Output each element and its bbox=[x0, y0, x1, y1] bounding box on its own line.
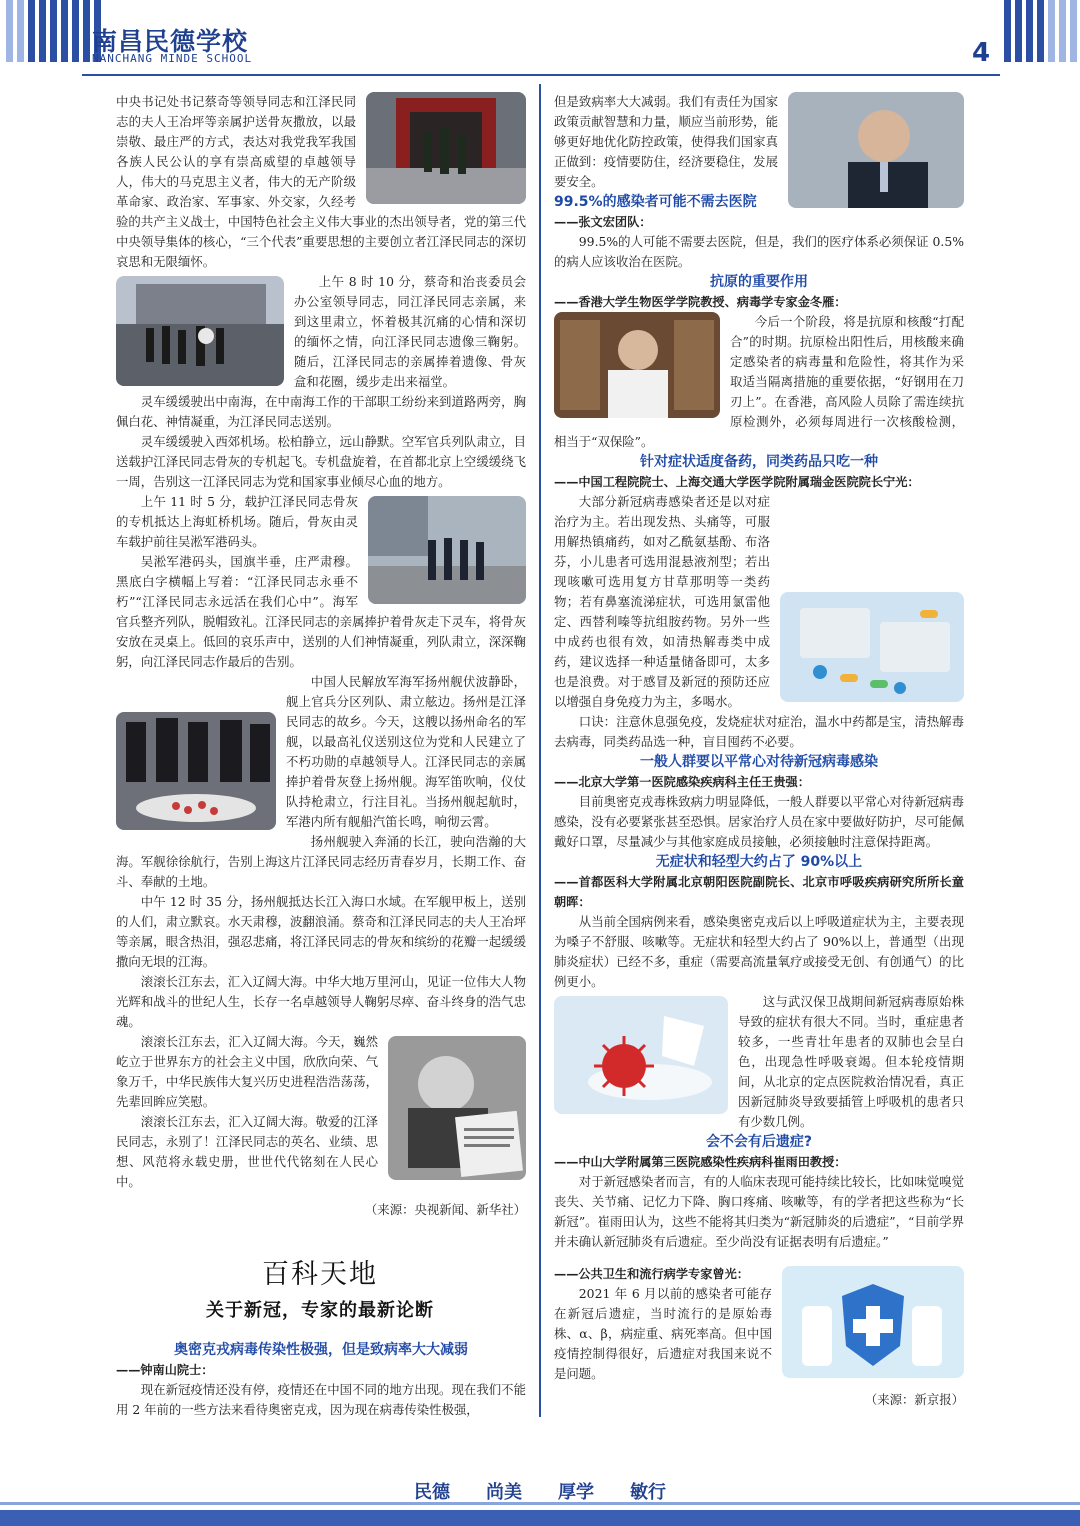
header-stripes-left bbox=[6, 0, 101, 62]
header-stripes-right bbox=[1004, 0, 1080, 62]
expert-name-8: ——公共卫生和流行病学专家曾光： bbox=[554, 1267, 749, 1281]
expert-quote-1-cont: 但是致病率大大减弱。我们有责任为国家政策贡献智慧和力量，顺应当前形势，能够更好地优化防控政策，使得我们国家真正做到：疫情要防住，经济要稳住，发展要安全。 bbox=[554, 94, 778, 189]
article-para-6: 吴淞军港码头，国旗半垂，庄严肃穆。黑底白字横幅上写着：“江泽民同志永垂不朽”“江泽民同志永远活在我们心中”。海军官兵整齐列队，脱帽致礼。江泽民同志的亲属捧护着骨灰走下灵车，将骨灰安放在灵桌上。低回的哀乐声中，送别的人们神情凝重，列队肃立，深深鞠躬，向江泽民同志作最后的告别。 bbox=[116, 554, 526, 669]
expert-name-2: ——张文宏团队： bbox=[554, 215, 652, 229]
photo-petals bbox=[116, 712, 276, 830]
school-name-en: NANCHANG MINDE SCHOOL bbox=[92, 52, 253, 65]
expert-quote-5: 目前奥密克戎毒株致病力明显降低，一般人群要以平常心对待新冠病毒感染，没有必要紧张甚至恐惧。居家治疗人员在家中要做好防护，尽可能佩戴好口罩，尽量减少与其他家庭成员接触，必须接触时注意保持距离。 bbox=[554, 794, 964, 849]
article-source-right: （来源：新京报） bbox=[864, 1392, 964, 1407]
page-number: 4 bbox=[972, 38, 991, 68]
expert-topic-7: 会不会有后遗症? bbox=[705, 1134, 813, 1150]
article-para-8: 扬州舰驶入奔涌的长江，驶向浩瀚的大海。军舰徐徐航行，告别上海这片江泽民同志经历青春岁月，长期工作、奋斗、奉献的土地。 bbox=[116, 834, 526, 889]
expert-quote-8: 2021 年 6 月以前的感染者可能存在新冠后遗症，当时流行的是原始毒株、α、β，病症重、病死率高。但中国疫情控制得很好，后遗症对我国来说不是问题。 bbox=[554, 1286, 772, 1381]
article-para-12: 滚滚长江东去，汇入辽阔大海。敬爱的江泽民同志，永别了！江泽民同志的英名、业绩、思想、风范将永载史册，世世代代铭刻在人民心中。 bbox=[116, 1114, 378, 1189]
article-para-4: 灵车缓缓驶入西郊机场。松柏静立，远山静默。空军官兵列队肃立，目送载护江泽民同志骨灰的专机起飞。专机盘旋着，在首都北京上空缓缓绕飞一周，告别这一江泽民同志为党和国家事业倾尽心血的地方。 bbox=[116, 434, 526, 489]
expert-quote-4-rhyme: 口诀：注意休息强免疫，发烧症状对症治，温水中药都是宝，清热解毒去病毒，同类药品选一种，盲目囤药不必要。 bbox=[554, 714, 964, 749]
photo-pills bbox=[780, 592, 964, 702]
expert-name-5: ——北京大学第一医院感染疾病科主任王贵强： bbox=[554, 775, 810, 789]
right-column bbox=[554, 92, 964, 1410]
header-rule bbox=[82, 74, 1000, 76]
expert-topic-3: 抗原的重要作用 bbox=[710, 274, 808, 290]
expert-name-1: ——钟南山院士： bbox=[116, 1363, 214, 1377]
motto-1: 民德 bbox=[414, 1482, 450, 1503]
expert-quote-2: 99.5%的人可能不需要去医院，但是，我们的医疗体系必须保证 0.5%的病人应该收治在医院。 bbox=[554, 234, 964, 269]
article-para-11: 滚滚长江东去，汇入辽阔大海。今天，巍然屹立于世界东方的社会主义中国，欣欣向荣、气象万千，中华民族伟大复兴历史进程浩浩荡荡，先辈回眸应笑慰。 bbox=[116, 1034, 378, 1109]
photo-expert-zhong bbox=[788, 92, 964, 208]
school-name: 南昌民德学校 bbox=[92, 27, 249, 56]
section-subtitle: 关于新冠，专家的最新论断 bbox=[206, 1300, 434, 1321]
expert-quote-4: 大部分新冠病毒感染者还是以对症治疗为主。若出现发热、头痛等，可服用解热镇痛药，如对乙酰氨基酚、布洛芬，小儿患者可选用混悬液剂型；若出现咳嗽可选用复方甘草那明等一类药物；若有鼻塞流涕症状，可选用氯雷他定、西替利嗪等抗组胺药物。另外一些中成药也很有效，如清热解毒类中成药，建议选择一种适量储备即可，太多也是浪费。对于感冒及新冠的预防还应以增强自身免疫力为主，多喝水。 bbox=[554, 494, 770, 709]
photo-navy-soldiers bbox=[368, 496, 526, 604]
article-para-5: 上午 11 时 5 分，载护江泽民同志骨灰的专机抵达上海虹桥机场。随后，骨灰由灵车载护前往吴淞军港码头。 bbox=[116, 494, 358, 549]
left-column bbox=[116, 92, 526, 1220]
motto-2: 尚美 bbox=[486, 1482, 522, 1503]
article-para-10: 滚滚长江东去，汇入辽阔大海。中华大地万里河山，见证一位伟大人物光辉和战斗的世纪人生，长存一名卓越领导人鞠躬尽瘁、奋斗终身的浩气忠魂。 bbox=[116, 974, 526, 1029]
photo-honor-guard bbox=[366, 92, 526, 204]
article-source-left: （来源：央视新闻、新华社） bbox=[364, 1202, 526, 1217]
expert-topic-1: 奥密克戎病毒传染性极强，但是致病率大大减弱 bbox=[174, 1342, 468, 1358]
expert-name-3: ——香港大学生物医学学院教授、病毒学专家金冬雁： bbox=[554, 295, 847, 309]
column-divider bbox=[539, 84, 541, 1417]
expert-topic-2: 99.5%的感染者可能不需去医院 bbox=[554, 194, 757, 210]
article-para-3: 灵车缓缓驶出中南海，在中南海工作的干部职工纷纷来到道路两旁，胸佩白花、神情凝重，为江泽民同志送别。 bbox=[116, 394, 526, 429]
expert-quote-7: 对于新冠感染者而言，有的人临床表现可能持续比较长，比如味觉嗅觉丧失、关节痛、记忆力下降、胸口疼痛、咳嗽等，有的学者把这些称为“长新冠”。崔雨田认为，这些不能将其归类为“新冠肺炎的后遗症”，“目前学界并未确认新冠肺炎有后遗症。至少尚没有证据表明有后遗症。” bbox=[554, 1174, 964, 1249]
expert-topic-6: 无症状和轻型大约占了 90%以上 bbox=[655, 854, 863, 870]
expert-quote-6-cont: 这与武汉保卫战期间新冠病毒原始株导致的症状有很大不同。当时，重症患者较多，一些青壮年患者的双肺也会呈白色，出现急性呼吸衰竭。但本轮疫情期间，从北京的定点医院救治情况看，真正因新冠肺炎导致要插管上呼吸机的患者只有少数几例。 bbox=[738, 994, 964, 1129]
motto-4: 敏行 bbox=[630, 1482, 666, 1503]
article-para-2: 上午 8 时 10 分，蔡奇和治丧委员会办公室领导同志，同江泽民同志亲属，来到这里肃立，怀着极其沉痛的心情和深切的缅怀之情，向江泽民同志遗像三鞠躬。随后，江泽民同志的亲属捧着遗像、骨灰盒和花圈，缓步走出来福堂。 bbox=[294, 274, 526, 389]
page-footer bbox=[0, 1468, 1080, 1526]
illustration-doctors bbox=[782, 1266, 964, 1378]
photo-reading-newspaper bbox=[388, 1036, 526, 1180]
article-para-7: 中国人民解放军海军扬州舰伏波静卧，舰上官兵分区列队、肃立舷边。扬州是江泽民同志的故乡。今天，这艘以扬州命名的军舰，以最高礼仪送别这位为党和人民建立了不朽功勋的卓越领导人。江泽民同志的亲属捧护着骨灰登上扬州舰。海军笛吹响，仪仗队持枪肃立，行注目礼。当扬州舰起航时，军港内所有舰船汽笛长鸣，响彻云霄。 bbox=[286, 674, 526, 829]
motto-3: 厚学 bbox=[558, 1482, 594, 1503]
expert-quote-1: 现在新冠疫情还没有停，疫情还在中国不同的地方出现。现在我们不能用 2 年前的一些方法来看待奥密克戎，因为现在病毒传染性极强， bbox=[116, 1382, 526, 1417]
section-title: 百科天地 bbox=[262, 1259, 378, 1290]
expert-name-6: ——首都医科大学附属北京朝阳医院副院长、北京市呼吸疾病研究所所长童朝晖： bbox=[554, 875, 964, 909]
article-para-1: 中央书记处书记蔡奇等领导同志和江泽民同志的夫人王冶坪等亲属护送骨灰撒放，以最崇敬、最庄严的方式，表达对我党我军我国各族人民公认的享有崇高威望的卓越领导人，伟大的马克思主义者，伟大的无产阶级革命家、政治家、军事家、外交家，久经考验的共产主义战士，中国特色社会主义伟大事业的杰出领导者，党的第三代中央领导集体的核心，“三个代表”重要思想的主要创立者江泽民同志的深切哀思和无限缅怀。 bbox=[116, 94, 526, 269]
expert-name-7: ——中山大学附属第三医院感染性疾病科崔雨田教授： bbox=[554, 1155, 847, 1169]
photo-mourners-airport bbox=[116, 276, 284, 386]
photo-virus-model bbox=[554, 996, 728, 1114]
article-para-9: 中午 12 时 35 分，扬州舰抵达长江入海口水域。在军舰甲板上，送别的人们，肃立默哀。水天肃穆，波翻浪涌。蔡奇和江泽民同志的夫人王冶坪等亲属，眼含热泪，强忍悲痛，将江泽民同志的骨灰和缤纷的花瓣一起缓缓撒向无垠的江海。 bbox=[116, 894, 526, 969]
page-header bbox=[0, 0, 1080, 78]
expert-topic-5: 一般人群要以平常心对待新冠病毒感染 bbox=[640, 754, 878, 770]
expert-quote-6: 从当前全国病例来看，感染奥密克戎后以上呼吸道症状为主，主要表现为嗓子不舒服、咳嗽等。无症状和轻型大约占了 90%以上，普通型（出现肺炎症状）已经不多，重症（需要高流量氧疗或接受无创、有创通气）的比例更小。 bbox=[554, 914, 964, 989]
expert-name-4: ——中国工程院院士、上海交通大学医学院附属瑞金医院院长宁光： bbox=[554, 475, 920, 489]
expert-topic-4: 针对症状适度备药，同类药品只吃一种 bbox=[640, 454, 878, 470]
left-column-bottom bbox=[116, 1340, 526, 1420]
expert-quote-3: 今后一个阶段，将是抗原和核酸“打配合”的时期。抗原检出阳性后，用核酸来确定感染者的病毒量和危险性，将其作为采取适当隔离措施的重要依据，“好钢用在刀刃上”。在香港，高风险人员除了需连续抗原检测外，必须每周进行一次核酸检测，相当于“双保险”。 bbox=[554, 314, 964, 449]
photo-expert-jin bbox=[554, 312, 720, 418]
